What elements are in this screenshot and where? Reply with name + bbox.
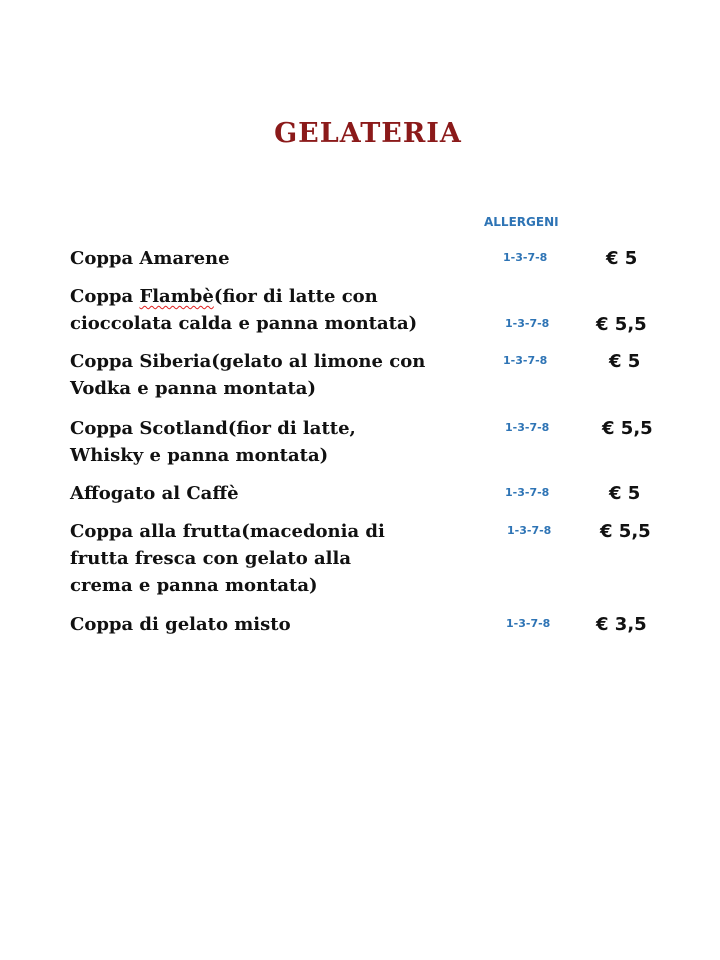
item-price: € 5: [609, 351, 641, 372]
item-allergens: 1-3-7-8: [507, 524, 552, 537]
item-name-suffix: (fior di latte con: [213, 286, 378, 307]
item-price: € 5,5: [596, 314, 647, 335]
item-allergens: 1-3-7-8: [503, 251, 548, 264]
item-name-line: Coppa alla frutta(macedonia di: [70, 521, 385, 542]
item-name-line: Whisky e panna montata): [70, 445, 329, 466]
item-price: € 5: [606, 248, 638, 269]
item-name-line: Vodka e panna montata): [70, 378, 316, 399]
spellcheck-flagged-word: Flambè: [139, 286, 214, 307]
item-name-line: Affogato al Caffè: [70, 483, 239, 504]
allergens-column-header: ALLERGENI: [484, 215, 559, 229]
item-price: € 5,5: [600, 521, 651, 542]
item-price: € 5,5: [602, 418, 653, 439]
item-allergens: 1-3-7-8: [506, 617, 551, 630]
item-allergens: 1-3-7-8: [505, 317, 550, 330]
item-price: € 3,5: [596, 614, 647, 635]
item-allergens: 1-3-7-8: [505, 486, 550, 499]
item-name-line: crema e panna montata): [70, 575, 318, 596]
item-allergens: 1-3-7-8: [503, 354, 548, 367]
item-price: € 5: [609, 483, 641, 504]
item-name: [70, 518, 480, 599]
item-name: [70, 480, 480, 507]
item-name: [70, 415, 480, 469]
item-name: [70, 245, 480, 272]
item-name-line: Coppa Siberia(gelato al limone con: [70, 351, 426, 372]
item-allergens: 1-3-7-8: [505, 421, 550, 434]
item-name: [70, 611, 480, 638]
item-name-line: Coppa Scotland(fior di latte,: [70, 418, 356, 439]
item-name-line: cioccolata calda e panna montata): [70, 313, 418, 334]
item-name-line: frutta fresca con gelato alla: [70, 548, 352, 569]
item-name-line: Coppa di gelato misto: [70, 614, 291, 635]
menu-title: GELATERIA: [274, 118, 462, 149]
item-name-prefix: Coppa: [70, 286, 140, 307]
item-name-line: Coppa Amarene: [70, 248, 230, 269]
item-name: [70, 348, 480, 402]
item-name: [70, 283, 480, 337]
